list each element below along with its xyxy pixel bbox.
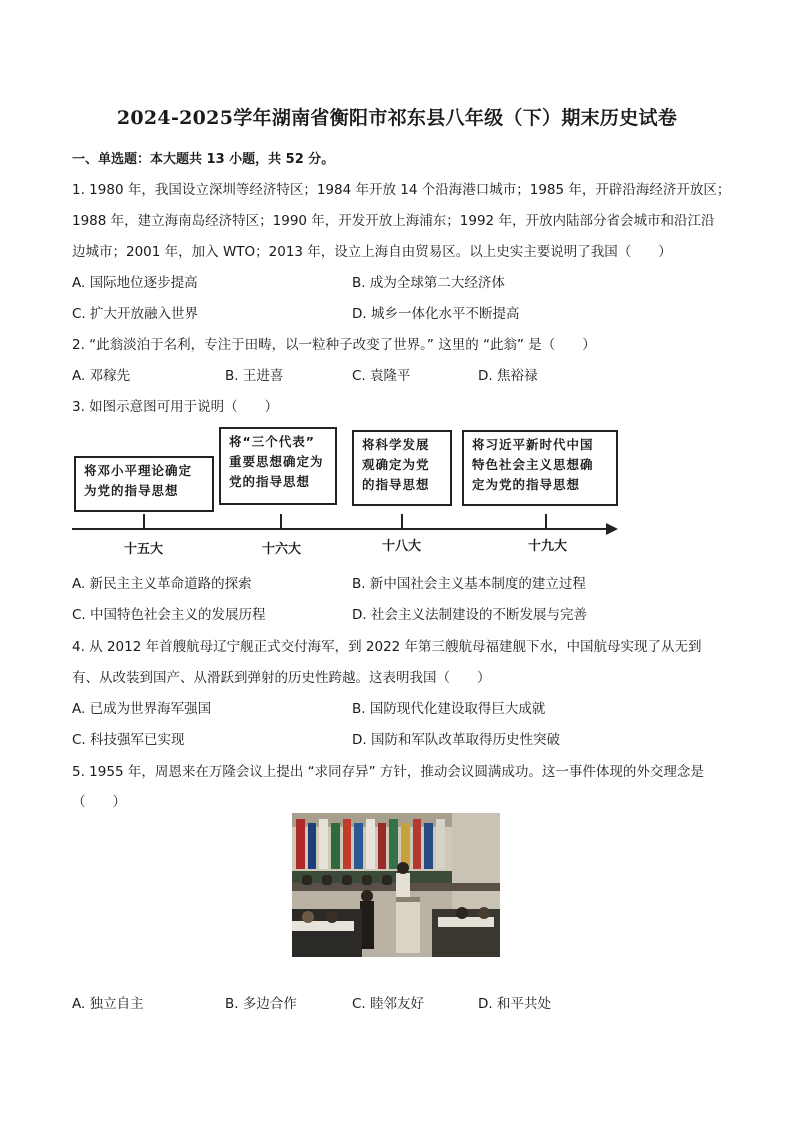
q5-stem-line-2: （ ） xyxy=(72,794,126,810)
exam-title: 2024-2025学年湖南省衡阳市祁东县八年级（下）期末历史试卷 xyxy=(116,107,678,129)
q1-stem-line-3: 边城市；2001 年，加入 WTO；2013 年，设立上海自由贸易区。以上史实主要说明了我国（ ） xyxy=(72,244,672,260)
timeline-box-18-line-1: 将科学发展 xyxy=(362,437,430,452)
q4-option-a[interactable]: A. 已成为世界海军强国 xyxy=(72,701,212,717)
timeline-box-19-line-3: 定为党的指导思想 xyxy=(472,477,581,492)
timeline-box-19-line-2: 特色社会主义思想确 xyxy=(472,457,594,472)
q2-option-c[interactable]: C. 袁隆平 xyxy=(352,368,411,384)
timeline-box-16-line-1: 将“三个代表” xyxy=(229,434,315,449)
timeline-box-16-line-2: 重要思想确定为 xyxy=(229,454,324,469)
q5-option-b[interactable]: B. 多边合作 xyxy=(225,996,297,1012)
q1-option-c[interactable]: C. 扩大开放融入世界 xyxy=(72,306,199,322)
timeline-box-19 xyxy=(462,430,618,506)
bandung-conference-photo xyxy=(292,813,500,957)
timeline-tick-18 xyxy=(401,514,403,528)
timeline-arrow-icon xyxy=(606,523,618,535)
timeline-box-16-line-3: 党的指导思想 xyxy=(229,474,311,489)
timeline-box-15 xyxy=(74,456,214,512)
timeline-box-15-line-2: 为党的指导思想 xyxy=(84,483,179,498)
q4-stem-line-2: 有、从改装到国产、从滑跃到弹射的历史性跨越。这表明我国（ ） xyxy=(72,670,491,686)
q2-option-a[interactable]: A. 邓稼先 xyxy=(72,368,131,384)
q1-stem-line-1: 1. 1980 年，我国设立深圳等经济特区；1984 年开放 14 个沿海港口城市；1985 年，开辟沿海经济开放区； xyxy=(72,182,731,198)
timeline-box-18-line-3: 的指导思想 xyxy=(362,477,430,492)
q4-option-c[interactable]: C. 科技强军已实现 xyxy=(72,732,185,748)
timeline-tick-16 xyxy=(280,514,282,528)
q4-option-b[interactable]: B. 国防现代化建设取得巨大成就 xyxy=(352,701,546,717)
q1-option-b[interactable]: B. 成为全球第二大经济体 xyxy=(352,275,505,291)
q2-stem: 2. “此翁淡泊于名利，专注于田畴，以一粒种子改变了世界。” 这里的 “此翁” 是（ ） xyxy=(72,337,596,353)
section-heading: 一、单选题：本大题共 13 小题，共 52 分。 xyxy=(72,152,335,167)
timeline-box-19-line-1: 将习近平新时代中国 xyxy=(472,437,594,452)
timeline-tick-19 xyxy=(545,514,547,528)
timeline-box-18-line-2: 观确定为党 xyxy=(362,457,430,472)
timeline-tick-15 xyxy=(143,514,145,528)
timeline-label-19: 十九大 xyxy=(528,539,568,554)
q5-option-d[interactable]: D. 和平共处 xyxy=(478,996,551,1012)
timeline-label-16: 十六大 xyxy=(262,542,302,557)
timeline-label-15: 十五大 xyxy=(124,542,164,557)
q1-option-a[interactable]: A. 国际地位逐步提高 xyxy=(72,275,198,291)
timeline-box-15-line-1: 将邓小平理论确定 xyxy=(84,463,193,478)
q3-option-b[interactable]: B. 新中国社会主义基本制度的建立过程 xyxy=(352,576,586,592)
timeline-box-18 xyxy=(352,430,452,506)
q1-stem-line-2: 1988 年，建立海南岛经济特区；1990 年，开发开放上海浦东；1992 年，开放内陆部分省会城市和沿江沿 xyxy=(72,213,715,229)
timeline-label-18: 十八大 xyxy=(382,539,422,554)
q3-stem: 3. 如图示意图可用于说明（ ） xyxy=(72,399,279,415)
q2-option-b[interactable]: B. 王进喜 xyxy=(225,368,284,384)
q3-option-c[interactable]: C. 中国特色社会主义的发展历程 xyxy=(72,607,266,623)
q3-option-a[interactable]: A. 新民主主义革命道路的探索 xyxy=(72,576,252,592)
q4-stem-line-1: 4. 从 2012 年首艘航母辽宁舰正式交付海军，到 2022 年第三艘航母福建舰下水，中国航母实现了从无到 xyxy=(72,639,702,655)
q3-option-d[interactable]: D. 社会主义法制建设的不断发展与完善 xyxy=(352,607,587,623)
q5-option-a[interactable]: A. 独立自主 xyxy=(72,996,144,1012)
timeline-box-16 xyxy=(219,427,337,505)
q5-stem-line-1: 5. 1955 年，周恩来在万隆会议上提出 “求同存异” 方针，推动会议圆满成功。这一事件体现的外交理念是 xyxy=(72,764,704,780)
q2-option-d[interactable]: D. 焦裕禄 xyxy=(478,368,538,384)
q5-option-c[interactable]: C. 睦邻友好 xyxy=(352,996,425,1012)
q4-option-d[interactable]: D. 国防和军队改革取得历史性突破 xyxy=(352,732,560,748)
q1-option-d[interactable]: D. 城乡一体化水平不断提高 xyxy=(352,306,520,322)
timeline-axis xyxy=(72,528,610,530)
